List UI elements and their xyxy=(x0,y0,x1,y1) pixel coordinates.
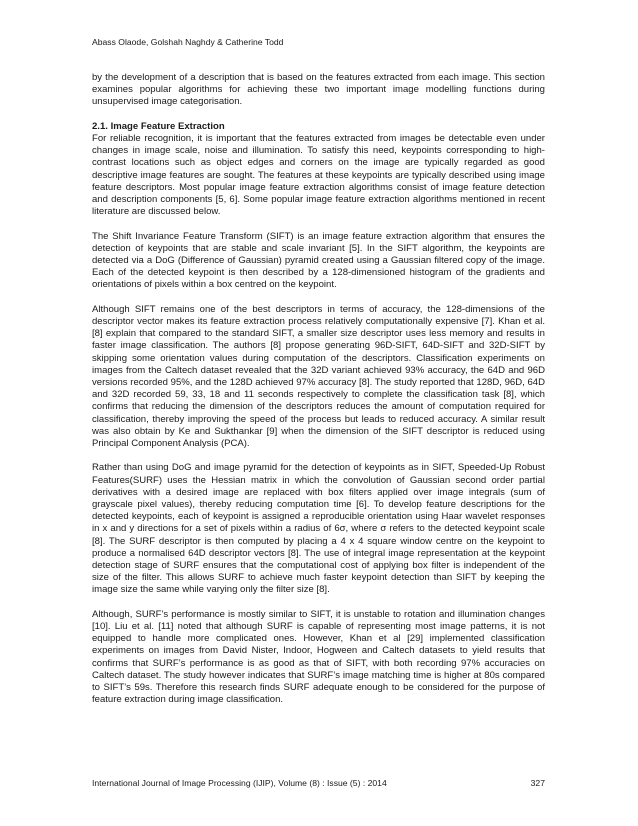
page-body xyxy=(92,72,545,719)
journal-citation: International Journal of Image Processing (IJIP), Volume (8) : Issue (5) : 2014 xyxy=(92,778,387,788)
intro-paragraph: by the development of a description that is based on the features extracted from each image. This section examines popular algorithms for achieving these two important image modelling functions during unsupervised image categorisation. xyxy=(92,72,545,108)
body-paragraph: Although SIFT remains one of the best descriptors in terms of accuracy, the 128-dimensions of the descriptor vector makes its feature extraction process relatively computationally expensive [7]. Khan et al. [8] explain that compared to the standard SIFT, a smaller size descriptor uses less memory and results in faster image classification. The authors [8] propose generating 96D-SIFT, 64D-SIFT and 32D-SIFT by skipping some orientation values during computation of the descriptors. Classification experiments on images from the Caltech dataset revealed that the 32D variant achieved 93% accuracy, the 64D and 96D versions recorded 95%, and the 128D achieved 97% accuracy [8]. The study reported that 128D, 96D, 64D and 32D recorded 59, 33, 18 and 11 seconds respectively to complete the classification task [8], which confirms that reducing the dimension of the descriptors reduces the amount of computation required for classification, thereby improving the speed of the process but leads to reduced accuracy. A similar result was also obtain by Ke and Sukthankar [9] when the dimension of the SIFT descriptor is reduced using Principal Component Analysis (PCA). xyxy=(92,303,545,450)
body-paragraph: Although, SURF’s performance is mostly similar to SIFT, it is unstable to rotation and illumination changes [10]. Liu et al. [11] noted that although SURF is capable of representing most image patterns, it is not equipped to handle more complicated ones. However, Khan et al [29] implemented classification experiments on images from David Nister, Indoor, Hogween and Caltech datasets to yield results that confirms that SURF’s performance is as good as that of SIFT, with both recording 97% accuracies on Caltech dataset. The study however indicates that SURF’s image matching time is higher at 80s compared to SIFT’s 59s. Therefore this research finds SURF adequate enough to be considered for the purpose of feature extraction during image classification. xyxy=(92,608,545,706)
page-number: 327 xyxy=(530,778,545,788)
running-header-authors: Abass Olaode, Golshah Naghdy & Catherine Todd xyxy=(92,37,284,47)
body-paragraph: Rather than using DoG and image pyramid for the detection of keypoints as in SIFT, Speeded-Up Robust Features(SURF) uses the Hessian matrix in which the convolution of Gaussian second order partial derivatives with a desired image are replaced with box filters applied over image integrals (sum of grayscale pixel values), thereby reducing computation time [6]. To develop feature descriptions for the detected keypoints, each of keypoint is assigned a reproducible orientation using Haar wavelet responses in x and y directions for a set of pixels within a radius of 6σ, where σ refers to the detected keypoint scale [8]. The SURF descriptor is then computed by placing a 4 x 4 square window centre on the keypoint to produce a normalised 64D descriptor vectors [8]. The use of integral image representation at the keypoint detection stage of SURF ensures that the computational cost of applying box filter is independent of the size of the filter. This allows SURF to achieve much faster keypoint detection than SIFT by keeping the image size the same while varying only the filter size [8]. xyxy=(92,462,545,596)
body-paragraph: For reliable recognition, it is important that the features extracted from images be detectable even under changes in image scale, noise and illumination. To satisfy this need, keypoints corresponding to high-contrast locations such as object edges and corners on the image are typically regarded as good descriptive image features are sought. The features at these keypoints are typically described using image feature descriptors. Most popular image feature extraction algorithms consist of image feature detection and description components [5, 6]. Some popular image feature extraction algorithms mentioned in recent literature are discussed below. xyxy=(92,133,545,218)
body-paragraph: The Shift Invariance Feature Transform (SIFT) is an image feature extraction algorithm that ensures the detection of keypoints that are stable and scale invariant [5]. In the SIFT algorithm, the keypoints are detected via a DoG (Difference of Gaussian) pyramid created using a Gaussian filtered copy of the image. Each of the detected keypoint is then described by a 128-dimensioned histogram of the gradients and orientations of pixels within a box centred on the keypoint. xyxy=(92,230,545,291)
section-heading: 2.1. Image Feature Extraction xyxy=(92,120,225,132)
running-footer xyxy=(92,778,545,789)
